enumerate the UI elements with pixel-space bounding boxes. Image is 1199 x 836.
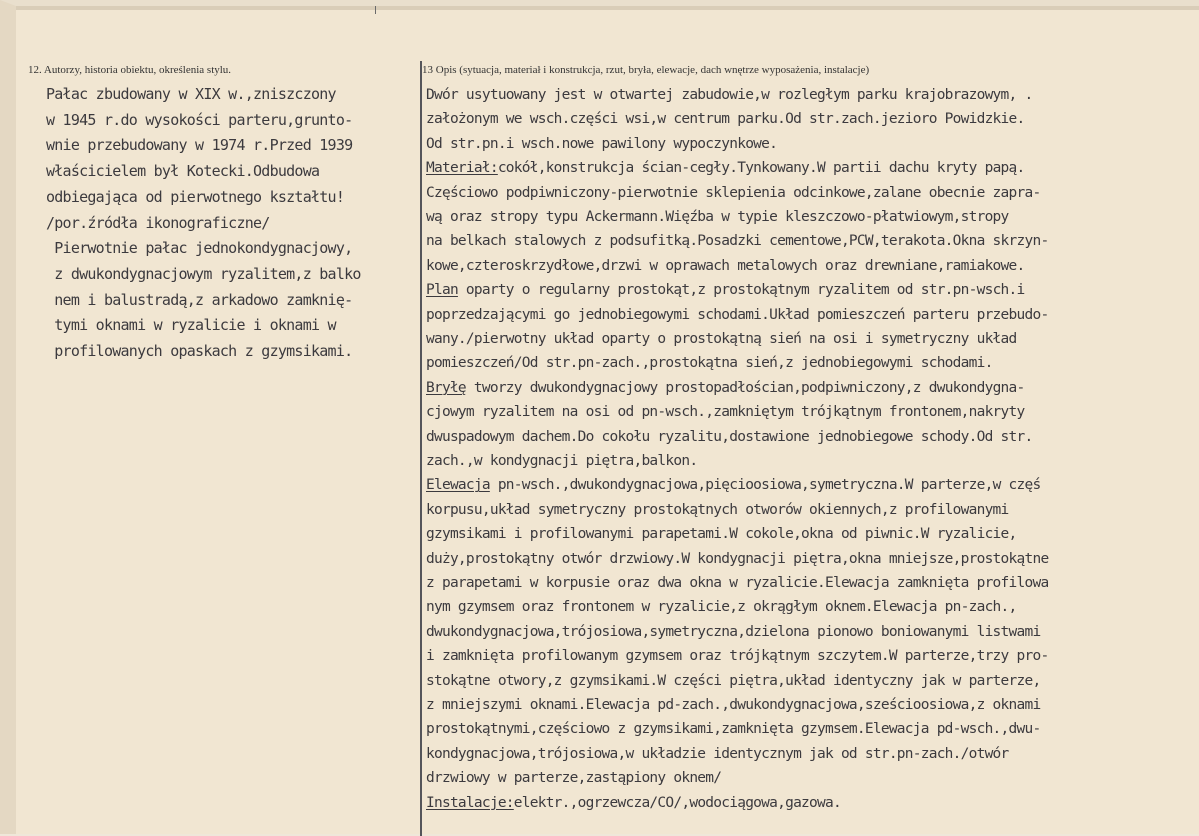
right-text-line (426, 477, 1040, 493)
line-text: kondygnacjowa,trójosiowa,w układzie identycznym jak od str.pn-zach./otwór (426, 745, 1009, 762)
line-text: założonym we wsch.części wsi,w centrum parku.Od str.zach.jezioro Powidzkie. (426, 111, 1025, 128)
right-text-line (426, 404, 1024, 420)
line-text: wany./pierwotny układ oparty o prostokątną sień na osi i symetryczny układ (426, 331, 1017, 347)
right-text-line (426, 355, 993, 371)
line-text: duży,prostokątny otwór drzwiowy.W kondygnacji piętra,okna mniejsze,prostokątne (426, 550, 1049, 567)
section-lead-label: Instalacje: (426, 794, 514, 811)
column-divider (420, 61, 422, 836)
line-text: cokół,konstrukcja ścian-cegły.Tynkowany.W partii dachu kryty papą. (497, 160, 1025, 177)
right-text-line (426, 551, 1048, 567)
right-text-line (426, 87, 1032, 103)
line-text: wą oraz stropy typu Ackermann.Więźba w typie kleszczowo-płatwiowym,stropy (426, 209, 1009, 225)
line-text: drzwiowy w parterze,zastąpiony oknem/ (426, 770, 722, 787)
right-text-line (426, 575, 1048, 591)
right-text-line (426, 502, 1009, 518)
line-text: nym gzymsem oraz frontonem w ryzalicie,z okrągłym oknem.Elewacja pn-zach., (426, 599, 1017, 616)
right-text-line (426, 746, 1009, 762)
right-text-line (426, 429, 1032, 445)
left-text-line: Pałac zbudowany w XIX w.,zniszczony (46, 85, 336, 103)
right-text-line (426, 307, 1048, 323)
line-text: tworzy dwukondygnacjowy prostopadłościan,podpiwniczony,z dwukondygna- (465, 379, 1025, 396)
right-text-line (426, 770, 721, 786)
right-text-line (426, 185, 1040, 201)
line-text: elektr.,ogrzewcza/CO/,wodociągowa,gazowa. (513, 794, 841, 811)
section-lead-label: Bryłę (426, 379, 466, 396)
left-text-line: Pierwotnie pałac jednokondygnacjowy, (46, 239, 353, 258)
line-text: gzymsikami i profilowanymi parapetami.W cokole,okna od piwnic.W ryzalicie, (426, 526, 1017, 543)
section-lead-label: Materiał: (426, 160, 498, 177)
right-text-line (426, 624, 1040, 640)
right-text-line (426, 209, 1009, 225)
line-text: kowe,czteroskrzydłowe,drzwi w oprawach metalowych oraz drewniane,ramiakowe. (426, 257, 1025, 274)
right-text-line (426, 160, 1025, 176)
line-text: Dwór usytuowany jest w otwartej zabudowie,w rozległym parku krajobrazowym, . (426, 87, 1033, 103)
left-text-line: z dwukondygnacjowym ryzalitem,z balko (46, 264, 361, 283)
line-text: poprzedzającymi go jednobiegowymi schodami.Układ pomieszczeń parteru przebudo- (426, 306, 1049, 323)
left-text-line: w 1945 r.do wysokości parteru,grunto- (46, 110, 353, 129)
left-text-line: wnie przebudowany w 1974 r.Przed 1939 (46, 136, 353, 155)
right-text-line (426, 453, 697, 469)
line-text: z mniejszymi oknami.Elewacja pd-zach.,dwukondygnacjowa,sześcioosiowa,z oknami (426, 697, 1041, 713)
left-text-line: profilowanych opaskach z gzymsikami. (46, 342, 353, 360)
right-text-line (426, 795, 841, 811)
line-text: Częściowo podpiwniczony-pierwotnie sklepienia odcinkowe,zalane obecnie zapra- (426, 184, 1041, 201)
right-text-line (426, 233, 1048, 249)
top-border (16, 6, 1199, 10)
line-text: na belkach stalowych z podsufitką.Posadzki cementowe,PCW,terakota.Okna skrzyn- (426, 233, 1049, 250)
right-text-line (426, 331, 1017, 347)
top-tick-mark (375, 6, 376, 14)
right-text-line (426, 721, 1040, 737)
right-text-line (426, 380, 1025, 396)
line-text: korpusu,układ symetryczny prostokątnych otworów okiennych,z profilowanymi (426, 501, 1009, 518)
right-section-header: 13 Opis (sytuacja, materiał i konstrukcja, rzut, bryła, elewacje, dach wnętrze wyposażenia, instalacje) (422, 64, 870, 76)
line-text: dwukondygnacjowa,trójosiowa,symetryczna,dzielona pionowo boniowanymi listwami (426, 623, 1041, 640)
left-text-line: odbiegająca od pierwotnego kształtu! (46, 187, 345, 206)
right-text-line (426, 673, 1040, 689)
left-text-line: nem i balustradą,z arkadowo zamknię- (46, 290, 353, 309)
line-text: oparty o regularny prostokąt,z prostokątnym ryzalitem od str.pn-wsch.i (457, 282, 1025, 299)
line-text: dwuspadowym dachem.Do cokołu ryzalitu,dostawione jednobiegowe schody.Od str. (426, 428, 1033, 445)
left-section-header: 12. Autorzy, historia obiektu, określenia stylu. (28, 64, 232, 76)
line-text: pomieszczeń/Od str.pn-zach.,prostokątna sień,z jednobiegowymi schodami. (426, 355, 993, 372)
left-text-line: tymi oknami w ryzalicie i oknami w (46, 316, 336, 335)
line-text: zach.,w kondygnacji piętra,balkon. (426, 453, 698, 469)
line-text: stokątne otwory,z gzymsikami.W części piętra,układ identyczny jak w parterze, (426, 672, 1041, 689)
section-lead-label: Plan (426, 282, 458, 299)
right-text-line (426, 599, 1017, 615)
right-text-line (426, 282, 1024, 298)
right-text-line (426, 111, 1024, 127)
right-text-line (426, 526, 1017, 542)
line-text: cjowym ryzalitem na osi od pn-wsch.,zamkniętym trójkątnym frontonem,nakryty (426, 404, 1025, 421)
left-text-line: właścicielem był Kotecki.Odbudowa (46, 162, 320, 181)
right-text-line (426, 648, 1048, 664)
line-text: pn-wsch.,dwukondygnacjowa,pięcioosiowa,symetryczna.W parterze,w częś (489, 477, 1041, 494)
right-text-line (426, 136, 777, 152)
line-text: prostokątnymi,częściowo z gzymsikami,zamknięta gzymsem.Elewacja pd-wsch.,dwu- (426, 721, 1041, 738)
right-text-line (426, 258, 1024, 274)
line-text: Od str.pn.i wsch.nowe pawilony wypoczynkowe. (426, 135, 778, 152)
section-lead-label: Elewacja (426, 477, 490, 494)
line-text: z parapetami w korpusie oraz dwa okna w ryzalicie.Elewacja zamknięta profilowa (426, 575, 1049, 591)
line-text: i zamknięta profilowanym gzymsem oraz trójkątnym szczytem.W parterze,trzy pro- (426, 648, 1049, 665)
right-text-line (426, 697, 1040, 713)
left-text-line: /por.źródła ikonograficzne/ (46, 213, 270, 232)
